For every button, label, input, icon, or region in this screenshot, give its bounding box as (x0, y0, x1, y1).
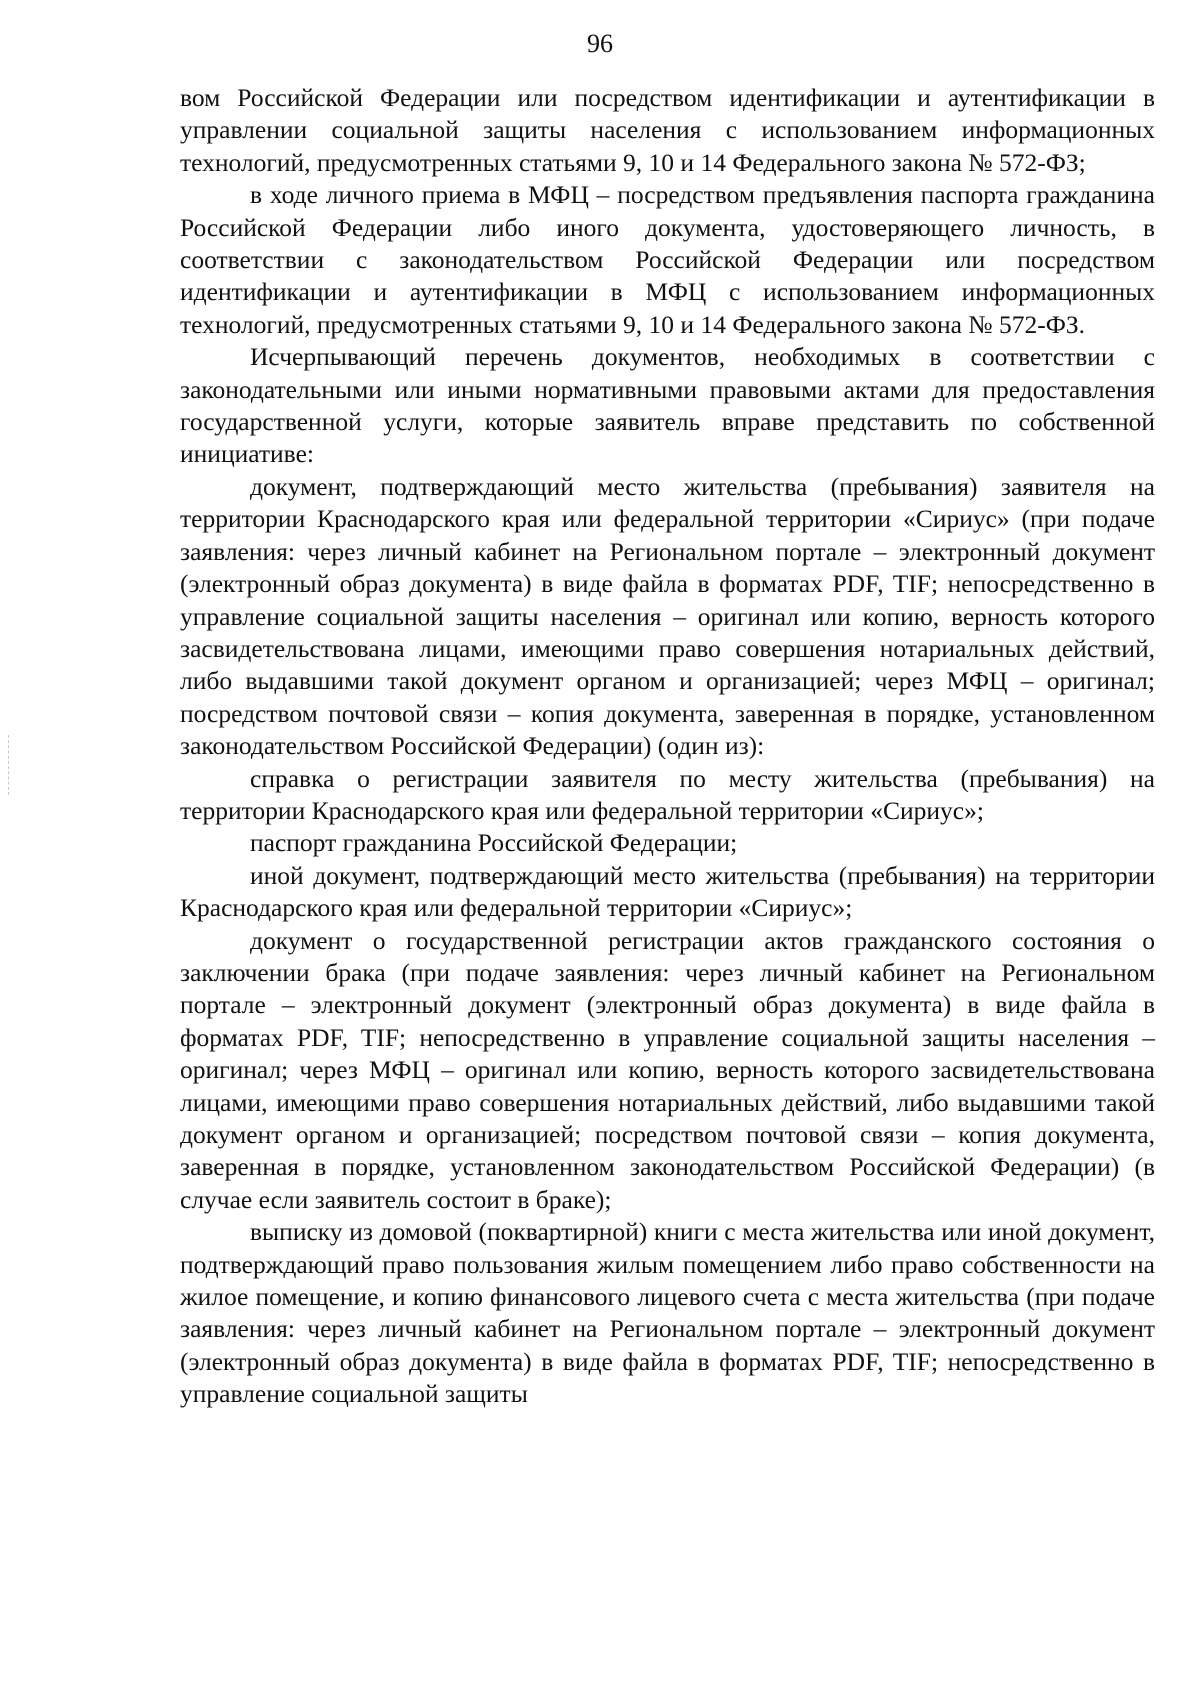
paragraph: паспорт гражданина Российской Федерации; (250, 828, 738, 858)
paragraph: справка о регистрации заявителя по месту жительства (пребывания) на территории Краснодарского края или федеральной территории «Сириус»; (180, 763, 1155, 825)
paragraph: документ о государственной регистрации актов гражданского состояния о заключении брака (при подаче заявления: через личный кабинет на Региональном портале – электронный документ (электронный образ документа) в виде файла в форматах PDF, TIF; непосредственно в управление социальной защиты населения – оригинал; через МФЦ – оригинал или копию, верность которого засвидетельствована лицами, имеющими право совершения нотариальных действий, либо выдавшими такой документ органом и организацией; посредством почтовой связи – копия документа, заверенная в порядке, установленном законодательством Российской Федерации) (в случае если заявитель состоит в браке); (180, 925, 1155, 1214)
scan-margin-mark (8, 735, 10, 795)
paragraph: Исчерпывающий перечень документов, необходимых в соответствии с законодательными или иными нормативными правовыми актами для предоставления государственной услуги, которые заявитель вправе представить по собственной инициативе: (180, 342, 1155, 469)
paragraph: вом Российской Федерации или посредством идентификации и аутентификации в управлении социальной защиты населения с использованием информационных технологий, предусмотренных статьями 9, 10 и 14 Федерального закона № 572-ФЗ; (180, 83, 1155, 177)
paragraph: выписку из домовой (поквартирной) книги с места жительства или иной документ, подтверждающий право пользования жилым помещением либо право собственности на жилое помещение, и копию финансового лицевого счета с места жительства (при подаче заявления: через личный кабинет на Региональном портале – электронный документ (электронный образ документа) в виде файла в форматах PDF, TIF; непосредственно в управление социальной защиты (180, 1217, 1155, 1409)
paragraph: в ходе личного приема в МФЦ – посредством предъявления паспорта гражданина Российской Федерации либо иного документа, удостоверяющего личность, в соответствии с законодательством Российской Федерации или посредством идентификации и аутентификации в МФЦ с использованием информационных технологий, предусмотренных статьями 9, 10 и 14 Федерального закона № 572-ФЗ. (180, 180, 1155, 339)
paragraph: документ, подтверждающий место жительства (пребывания) заявителя на территории Краснодарского края или федеральной территории «Сириус» (при подаче заявления: через личный кабинет на Региональном портале – электронный документ (электронный образ документа) в виде файла в форматах PDF, TIF; непосредственно в управление социальной защиты населения – оригинал или копию, верность которого засвидетельствована лицами, имеющими право совершения нотариальных действий, либо выдавшими такой документ органом и организацией; через МФЦ – оригинал; посредством почтовой связи – копия документа, заверенная в порядке, установленном законодательством Российской Федерации) (один из): (180, 471, 1155, 761)
page-number: 96 (587, 29, 613, 58)
document-body (180, 82, 1155, 1411)
paragraph: иной документ, подтверждающий место жительства (пребывания) на территории Краснодарского края или федеральной территории «Сириус»; (180, 860, 1155, 923)
